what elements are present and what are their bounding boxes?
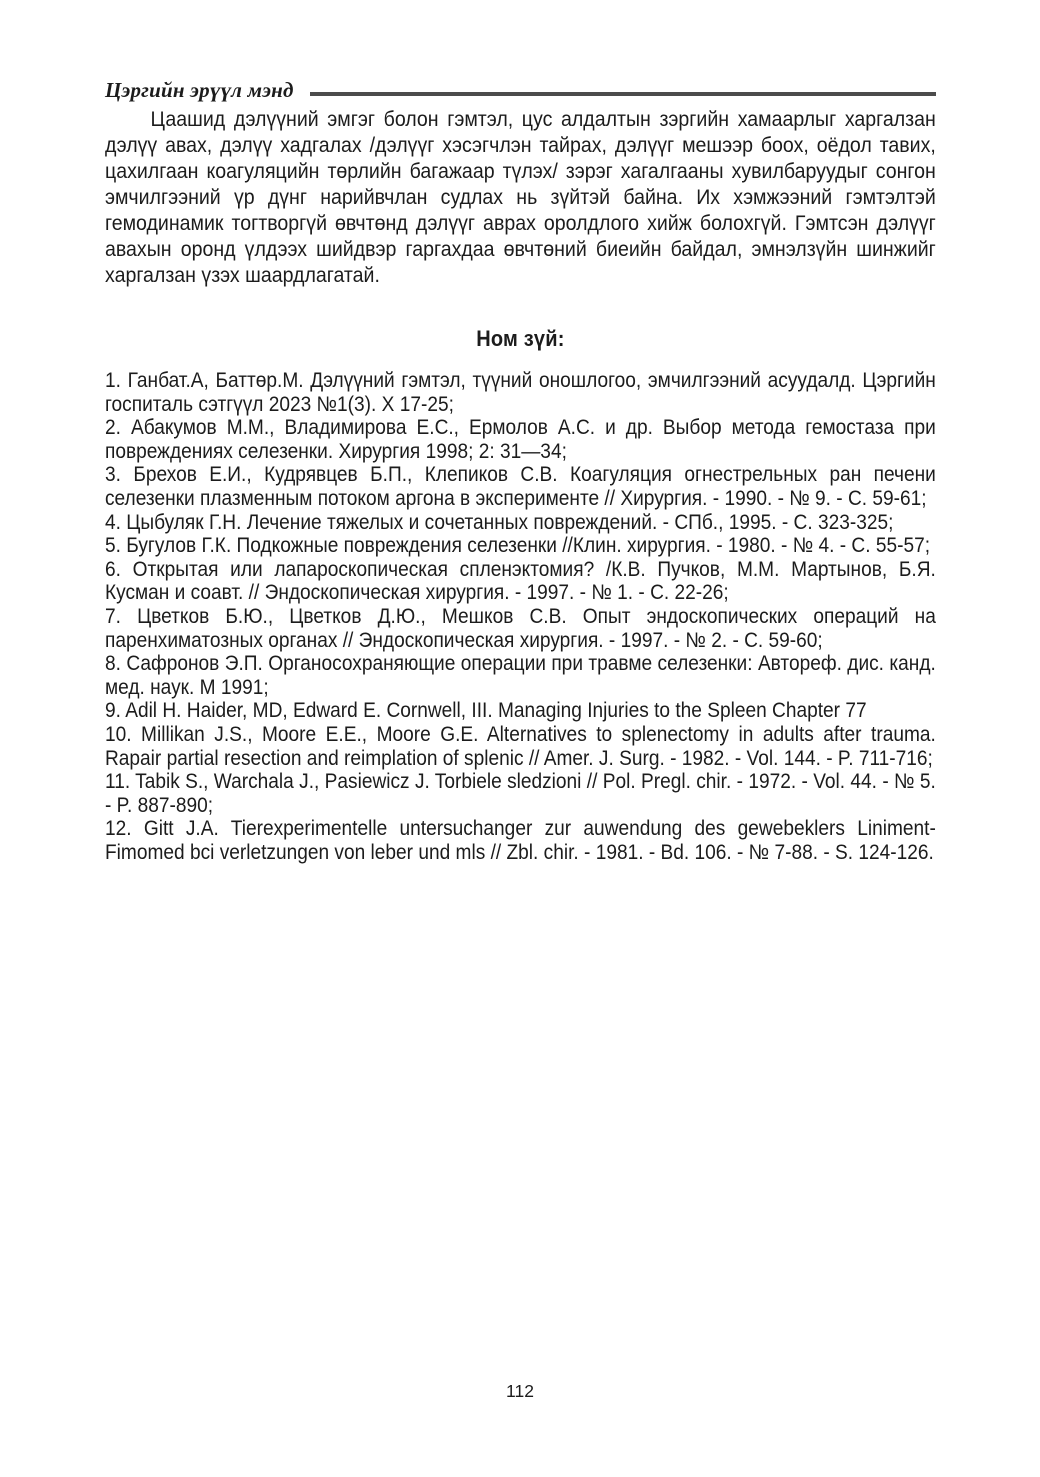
page-content bbox=[105, 106, 936, 864]
reference-item: 1. Ганбат.А, Баттөр.М. Дэлүүний гэмтэл, түүний оношлогоо, эмчилгээний асуудалд. Цэргийн госпиталь сэтгүүл 2023 №1(3). Х 17-25; bbox=[105, 369, 936, 416]
reference-item: 2. Абакумов М.М., Владимирова Е.С., Ермолов А.С. и др. Выбор метода гемостаза при повреждениях селезенки. Хирургия 1998; 2: 31—34; bbox=[105, 416, 936, 463]
reference-item: 5. Бугулов Г.К. Подкожные повреждения селезенки //Клин. хирургия. - 1980. - № 4. - С. 55-57; bbox=[105, 534, 931, 558]
reference-item: 4. Цыбуляк Г.Н. Лечение тяжелых и сочетанных повреждений. - СПб., 1995. - С. 323-325; bbox=[105, 510, 894, 534]
header-rule bbox=[310, 92, 936, 96]
reference-item: 3. Брехов Е.И., Кудрявцев Б.П., Клепиков С.В. Коагуляция огнестрельных ран печени селезенки плазменным потоком аргона в эксперименте // Хирургия. - 1990. - № 9. - С. 59-61; bbox=[105, 463, 936, 510]
intro-paragraph: Цаашид дэлүүний эмгэг болон гэмтэл, цус алдалтын зэргийн хамаарлыг харгалзан дэлүү авах, дэлүү хадгалах /дэлүүг хэсэгчлэн тайрах, дэлүүг мешээр боох, оёдол тавих, цахилгаан коагуляцийн төрлийн багажаар түлэх/ зэрэг хагалгааны хувилбаруудыг сонгон эмчилгээний үр дүнг нарийвчлан судлах нь зүйтэй байна. Их хэмжээний гэмтэлтэй гемодинамик тогтворгүй өвчтөнд дэлүүг аврах оролдлого хийж болохгүй. Гэмтсэн дэлүүг авахын оронд үлдээх шийдвэр гаргахдаа өвчтөний биеийн байдал, эмнэлзүйн шинжийг харгалзан үзэх шаардлагатай. bbox=[105, 107, 936, 287]
reference-item: 9. Adil H. Haider, MD, Edward E. Cornwell, III. Managing Injuries to the Spleen Chapter 77 bbox=[105, 699, 867, 723]
reference-item: 6. Открытая или лапароскопическая спленэктомия? /К.В. Пучков, М.М. Мартынов, Б.Я. Кусман и соавт. // Эндоскопическая хирургия. - 1997. - № 1. - С. 22-26; bbox=[105, 557, 936, 605]
reference-item: 10. Millikan J.S., Moore E.E., Moore G.E. Alternatives to splenectomy in adults after trauma. Rapair partial resection and reimplation of splenic // Amer. J. Surg. - 1982. - Vol. 144. - P. 711-716; bbox=[105, 722, 936, 770]
reference-item: 7. Цветков Б.Ю., Цветков Д.Ю., Мешков С.В. Опыт эндоскопических операций на паренхиматозных органах // Эндоскопическая хирургия. - 1997. - № 2. - С. 59-60; bbox=[105, 604, 936, 652]
reference-list bbox=[105, 369, 936, 864]
reference-item: 12. Gitt J.A. Tierexperimentelle untersuchanger zur auwendung des gewebeklers Liniment-Fimomed bci verletzungen von leber und mls // Zbl. chir. - 1981. - Bd. 106. - № 7-88. - S. 124-126. bbox=[105, 817, 936, 864]
page-number: 112 bbox=[506, 1381, 534, 1401]
bibliography-heading: Ном зүй: bbox=[476, 326, 565, 351]
reference-item: 11. Tabik S., Warchala J., Pasiewicz J. Torbiele sledzioni // Pol. Pregl. chir. - 1972. - Vol. 44. - № 5. - P. 887-890; bbox=[105, 770, 936, 817]
reference-item: 8. Сафронов Э.П. Органосохраняющие операции при травме селезенки: Автореф. дис. канд. мед. наук. М 1991; bbox=[105, 652, 936, 699]
journal-title: Цэргийн эрүүл мэнд bbox=[105, 78, 294, 102]
running-header bbox=[105, 78, 936, 103]
